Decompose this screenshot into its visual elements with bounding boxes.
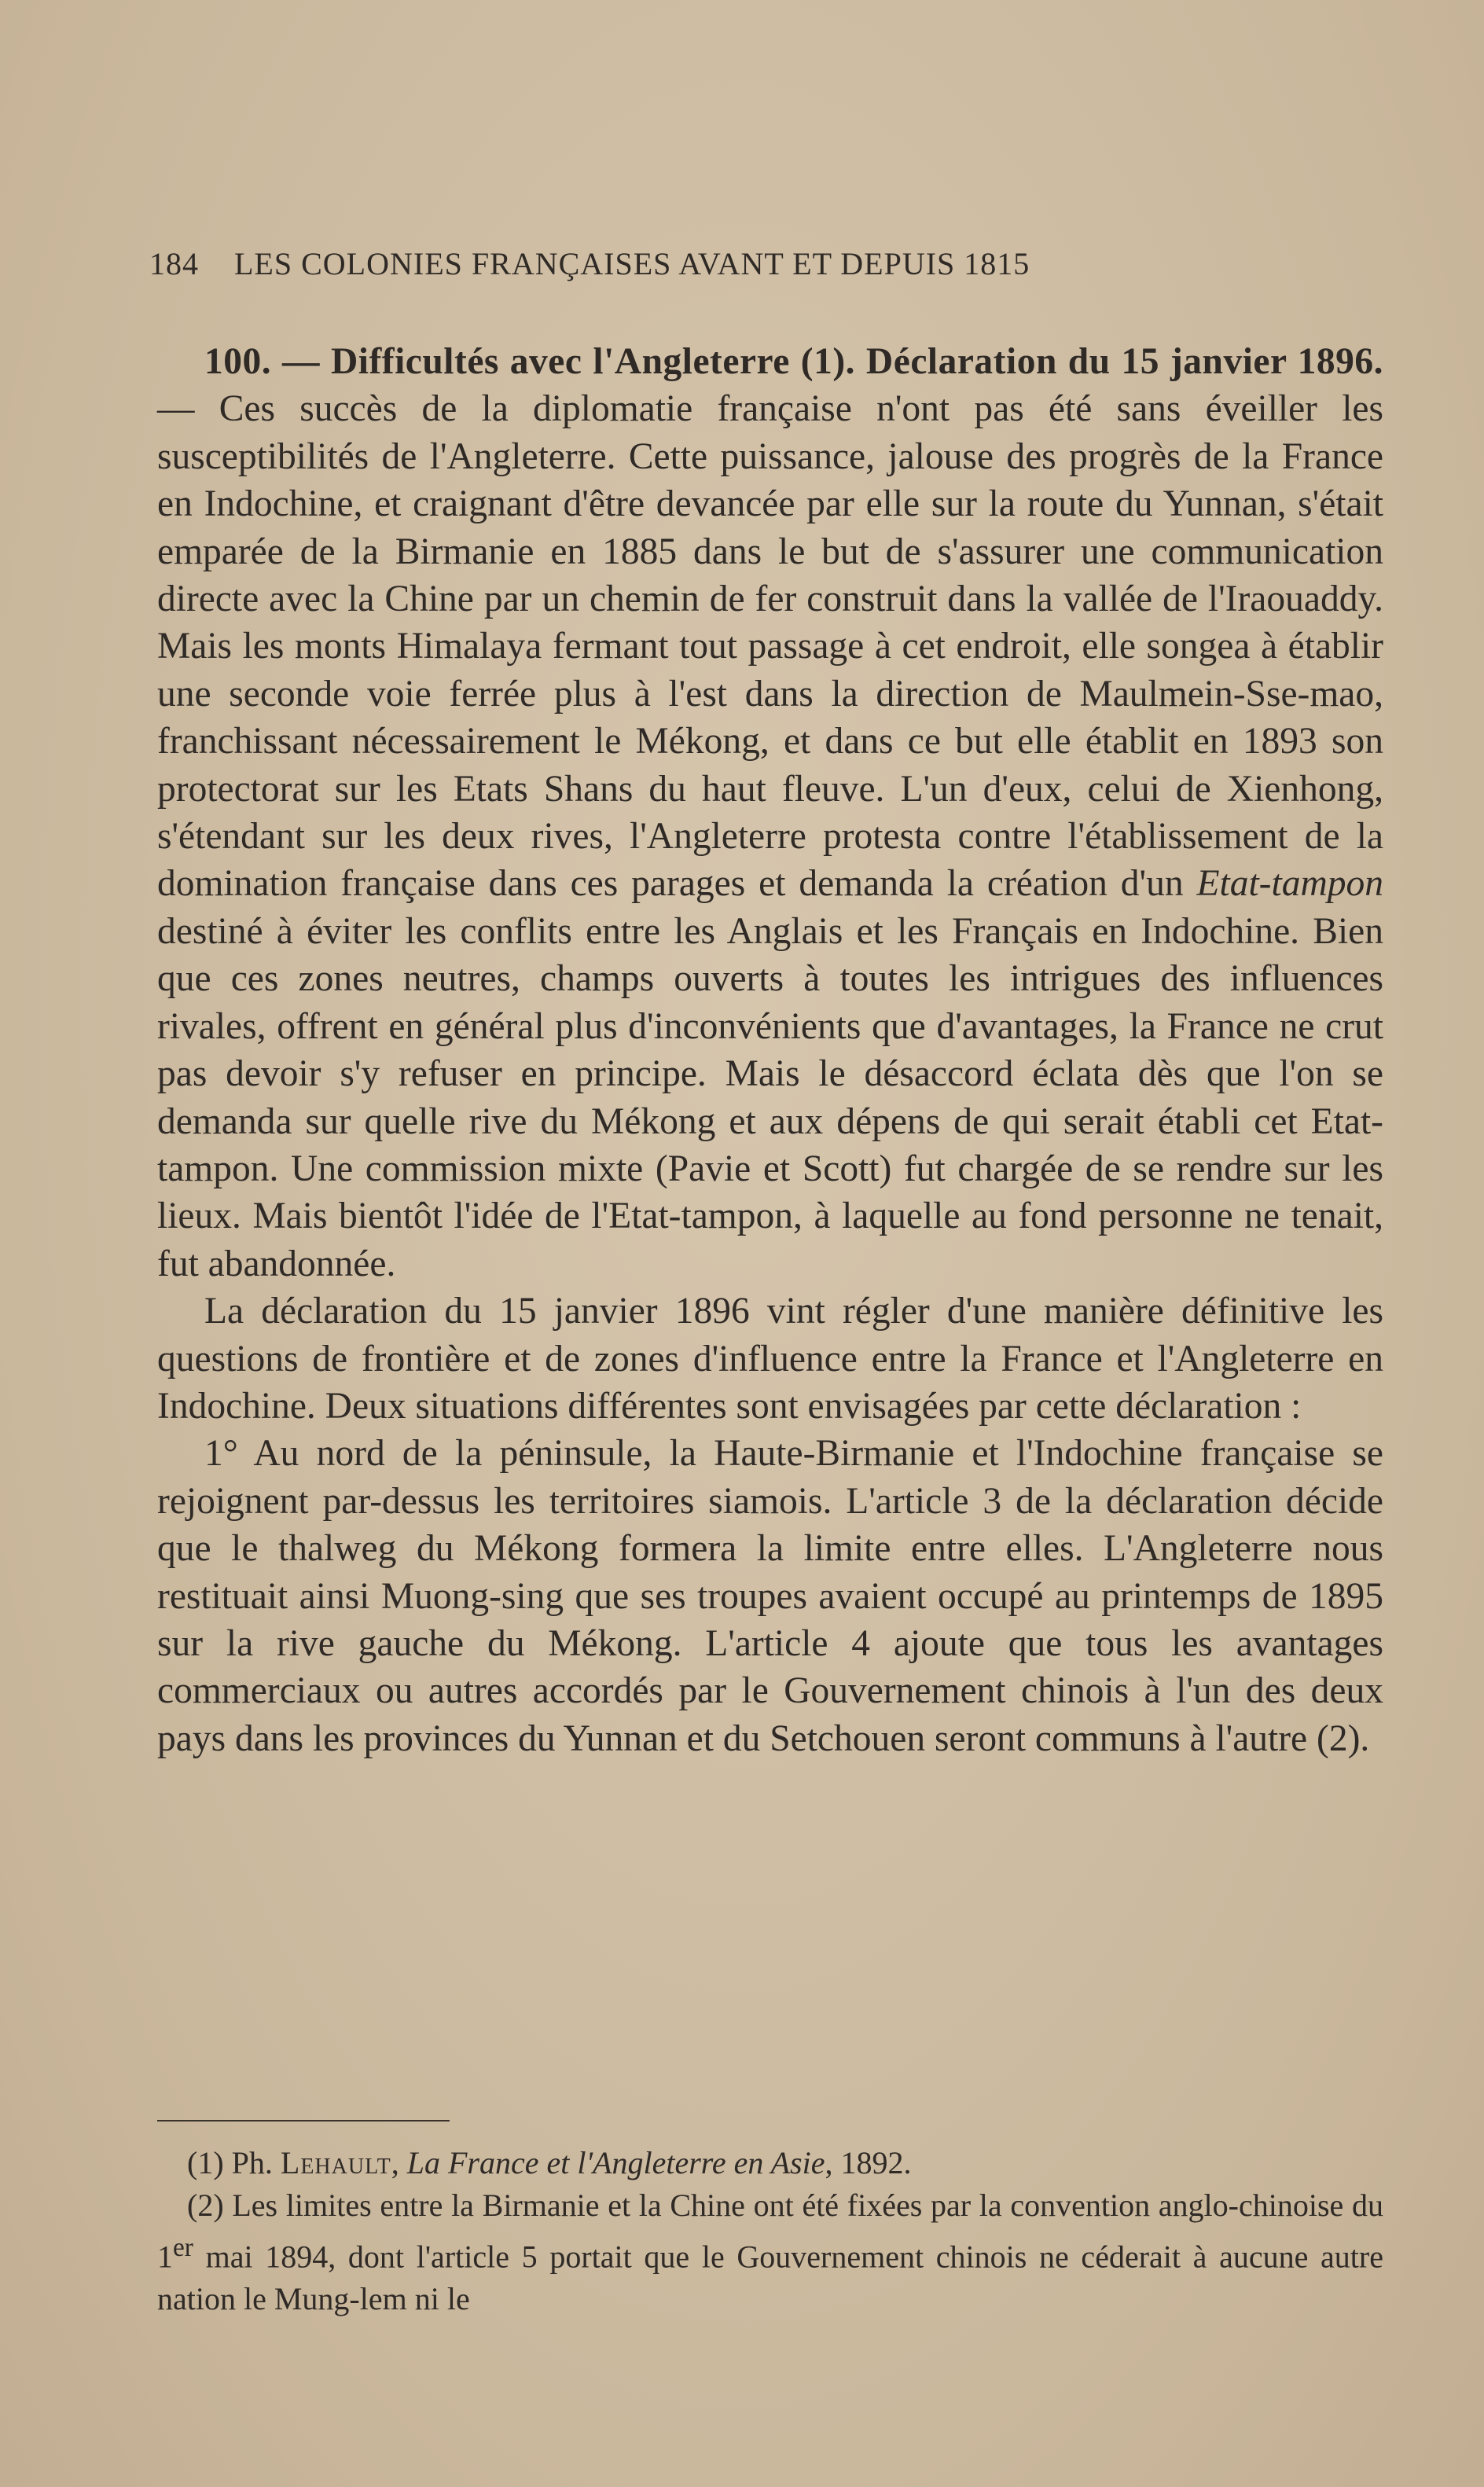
paragraph-text: destiné à éviter les conflits entre les Anglais et les Français en Indochine. Bien que ces zones neutres, champs ouverts à toutes les intrigues des influences rivales, offrent en général plus d'inconvénients que d'avantages, la France ne crut pas devoir s'y refuser en principe. Mais le désaccord éclata dès que l'on se demanda sur quelle rive du Mékong et aux dépens de qui serait établi cet Etat-tampon. Une commission mixte (Pavie et Scott) fut chargée de se rendre sur les lieux. Mais bientôt l'idée de l'Etat-tampon, à laquelle au fond personne ne tenait, fut abandonnée. [157,910,1383,1284]
main-text [157,338,1383,1762]
footnote-year: , 1892. [825,2145,912,2180]
paragraph: 1° Au nord de la péninsule, la Haute-Birmanie et l'Indochine française se rejoignent par-dessus les territoires siamois. L'article 3 de la déclaration décide que le thalweg du Mékong formera la limite entre elles. L'Angleterre nous restituait ainsi Muong-sing que ses troupes avaient occupé au printemps de 1895 sur la rive gauche du Mékong. L'article 4 ajoute que tous les avantages commerciaux ou autres accordés par le Gouvernement chinois à l'un des deux pays dans les provinces du Yunnan et du Setchouen seront communs à l'autre (2). [157,1433,1383,1759]
footnote-author: Lehault [280,2145,391,2180]
paragraph: La déclaration du 15 janvier 1896 vint régler d'une manière définitive les questions de frontière et de zones d'influence entre la France et l'Angleterre en Indochine. Deux situations différentes sont envisagées par cette déclaration : [157,1291,1383,1427]
paragraph-text: — Ces succès de la diplomatie française n'ont pas été sans éveiller les susceptibilités de l'Angleterre. Cette puissance, jalouse des progrès de la France en Indochine, et craignant d'être devancée par elle sur la route du Yunnan, s'était emparée de la Birmanie en 1885 dans le but de s'assurer une communication directe avec la Chine par un chemin de fer construit dans la vallée de l'Iraouaddy. Mais les monts Himalaya fermant tout passage à cet endroit, elle songea à établir une seconde voie ferrée plus à l'est dans la direction de Maulmein-Sse-mao, franchissant nécessairement le Mékong, et dans ce but elle établit en 1893 son protectorat sur les Etats Shans du haut fleuve. L'un d'eux, celui de Xienhong, s'étendant sur les deux rives, l'Angleterre protesta contre l'établissement de la domination française dans ces parages et demanda la création d'un [157,388,1383,905]
footnote-separator: , [391,2145,407,2180]
section-heading: 100. — Difficultés avec l'Angleterre (1). Déclaration du 15 janvier 1896. [204,341,1383,382]
footnote-text: (2) Les limites entre la Birmanie et la Chine ont été fixées par la convention anglo-chinoise du 1 [157,2188,1383,2275]
paragraph [157,338,1383,1288]
footnote-text: mai 1894, dont l'article 5 portait que le Gouvernement chinois ne céderait à aucune autre nation le Mung-lem ni le [157,2239,1383,2317]
footnote-marker: (1) Ph. [187,2145,281,2180]
page-number: 184 [149,246,199,281]
running-header [149,245,1313,282]
footnotes [157,2142,1383,2320]
footnote-1 [157,2142,1383,2184]
footnote-2 [157,2184,1383,2320]
footnote-rule [157,2120,450,2121]
italic-term: Etat-tampon [1196,863,1383,905]
running-title: LES COLONIES FRANÇAISES AVANT ET DEPUIS 1815 [234,246,1030,281]
footnote-superscript: er [173,2233,193,2262]
footnote-title: La France et l'Angleterre en Asie [406,2145,825,2180]
